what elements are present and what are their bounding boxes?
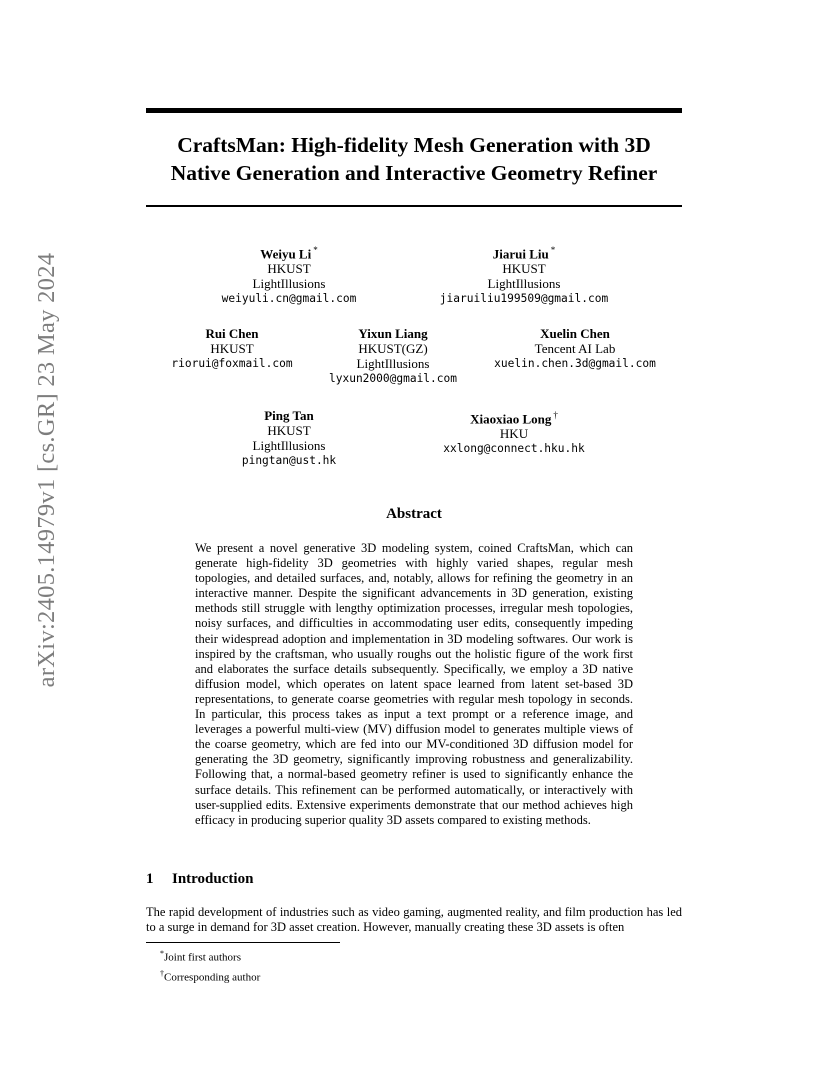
title-top-rule (146, 108, 682, 113)
footnote-text: Joint first authors (164, 951, 241, 964)
paper-title: CraftsMan: High-fidelity Mesh Generation with 3D Native Generation and Interactive Geometry Refiner (170, 133, 658, 185)
abstract-text: We present a novel generative 3D modeling system, coined CraftsMan, which can generate high-fidelity 3D geometries with highly varied shapes, regular mesh topologies, and detailed surfaces, and, notably, allows for refining the geometry in an interactive manner. Despite the significant advancements in 3D generation, existing methods still struggle with lengthy optimization processes, irregular mesh topologies, noisy surfaces, and difficulties in accommodating user edits, consequently impeding their widespread adoption and implementation in 3D modeling softwares. Our work is inspired by the craftsman, who usually roughs out the holistic figure of the work first and elaborates the surface details subsequently. Specifically, we employ a 3D native diffusion model, which operates on latent space learned from latent set-based 3D representations, to generate coarse geometries with regular mesh topology in seconds. In particular, this process takes as input a text prompt or a reference image, and leverages a powerful multi-view (MV) diffusion model to generates multiple views of the coarse geometry, which are fed into our MV-conditioned 3D diffusion model for generating the 3D geometry, significantly improving robustness and generalizability. Following that, a normal-based geometry refiner is used to significantly enhance the surface details. This refinement can be performed automatically, or interactively with user-supplied edits. Extensive experiments demonstrate that our method achieves high efficacy in producing superior quality 3D assets compared to existing methods. (195, 541, 633, 827)
title-bottom-rule (146, 205, 682, 207)
footnote (160, 946, 260, 966)
author-email: lyxun2000@gmail.com (329, 372, 457, 385)
author-block (329, 326, 457, 386)
intro-text: The rapid development of industries such as video gaming, augmented reality, and film production has led to a surge in demand for 3D asset creation. However, manually creating these 3D assets is often (146, 905, 682, 935)
footnote-rule (146, 942, 340, 943)
section-title: Introduction (172, 871, 254, 887)
footnote (160, 966, 260, 986)
author-name: Xiaoxiao Long (470, 411, 552, 427)
author-name: Weiyu Li (260, 246, 312, 262)
author-name: Xuelin Chen (540, 326, 610, 341)
author-affiliation: HKUST (502, 261, 546, 277)
author-email: jiaruiliu199509@gmail.com (439, 292, 609, 306)
author-name: Rui Chen (205, 326, 259, 341)
author-mark: * (313, 245, 318, 255)
author-affiliation: HKUST (267, 261, 311, 277)
author-name: Yixun Liang (358, 326, 428, 341)
section-number: 1 (146, 871, 154, 887)
author-mark: † (553, 410, 558, 420)
author-affiliation: LightIllusions (252, 276, 326, 292)
author-affiliation: HKUST (210, 341, 254, 356)
abstract-heading: Abstract (386, 506, 442, 522)
author-block (242, 408, 336, 468)
footnote-mark: † (160, 968, 164, 978)
author-block (443, 408, 584, 456)
footnote-mark: * (160, 949, 164, 958)
author-affiliation: LightIllusions (252, 438, 326, 453)
footnotes (160, 946, 260, 985)
author-name: Ping Tan (264, 408, 314, 423)
author-affiliation: LightIllusions (356, 356, 430, 371)
author-email: xuelin.chen.3d@gmail.com (494, 357, 656, 370)
section-heading (146, 871, 253, 888)
author-mark: * (550, 245, 556, 255)
author-affiliation: HKUST(GZ) (358, 341, 428, 356)
author-affiliation: Tencent AI Lab (534, 341, 616, 356)
author-affiliation: LightIllusions (487, 276, 561, 292)
author-affiliation: HKU (499, 426, 529, 442)
author-affiliation: HKUST (267, 423, 311, 438)
author-email: pingtan@ust.hk (241, 454, 337, 467)
author-email: riorui@foxmail.com (171, 357, 293, 370)
author-name: Jiarui Liu (492, 246, 549, 262)
footnote-text: Corresponding author (164, 971, 261, 984)
author-email: xxlong@connect.hku.hk (443, 442, 585, 456)
author-email: weiyuli.cn@gmail.com (221, 292, 357, 306)
author-block (440, 243, 608, 306)
author-block (494, 326, 656, 371)
author-block (222, 243, 357, 306)
author-block (171, 326, 292, 371)
arxiv-stamp: arXiv:2405.14979v1 [cs.GR] 23 May 2024 (33, 252, 60, 688)
